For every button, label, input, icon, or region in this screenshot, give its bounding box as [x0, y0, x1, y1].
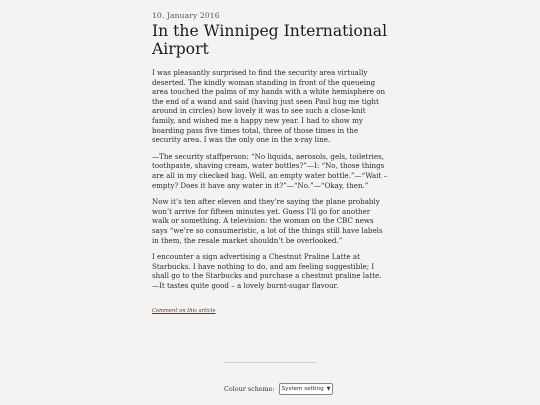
article-paragraph: I was pleasantly surprised to find the security area virtually deserted. The kindly woman standing in front of the queueing area touched the palms of my hands with a white hemisphere on the end of a wand and said (having just seen Paul hug me tight around in circles) how lovely it was to see such a close-knit family, and wished me a happy new year. I had to show my boarding pass five times total, three of those times in the security area. I was the only one in the x-ray line.	[152, 68, 386, 145]
colour-scheme-label: Colour scheme:	[224, 385, 275, 393]
comment-link[interactable]: Comment on this article	[152, 308, 216, 315]
article-paragraph: —The security staffperson: “No liquids, aerosols, gels, toiletries, toothpaste, shaving cream, water bottles?”—I: “No, those things are all in my checked bag. Well, an empty water bottle.”—“Wait – empty? Does it have any water in it?”—“No.”—“Okay, then.”	[152, 151, 388, 190]
article	[152, 11, 388, 316]
article-paragraph: I encounter a sign advertising a Chestnut Praline Latte at Starbucks. I have nothing to do, and am feeling suggestible; I shall go to the Starbucks and purchase a chestnut praline latte.—It tastes quite good – a lovely burnt-sugar flavour.	[152, 252, 382, 290]
article-paragraph: Now it’s ten after eleven and they’re saying the plane probably won’t arrive for fifteen minutes yet. Guess I’ll go for another walk or something. A television: the woman on the CBC news says “we’re so consumeristic, a lot of the things still have labels in them, the resale market shouldn’t be overlooked.”	[152, 197, 383, 245]
article-title: In the Winnipeg International Airport	[152, 22, 388, 58]
chevron-down-icon: ▼	[326, 386, 331, 392]
footer-divider	[224, 362, 316, 363]
article-date: 10. January 2016	[152, 11, 220, 20]
colour-scheme-select[interactable]	[279, 383, 334, 395]
colour-scheme-control	[224, 383, 333, 395]
colour-scheme-value: System setting	[281, 386, 324, 392]
